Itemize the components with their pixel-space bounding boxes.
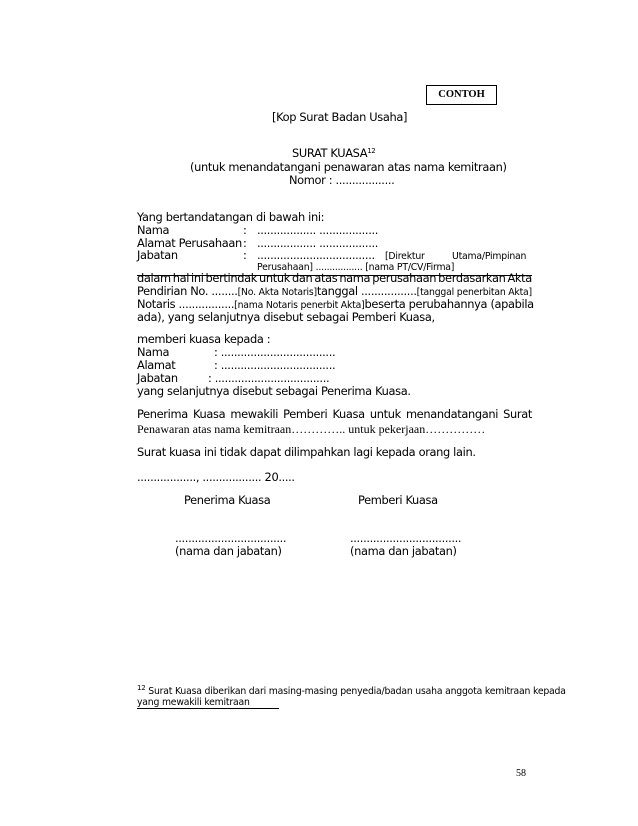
footnote-ref: 12: [367, 147, 376, 155]
word: Penerima: [137, 407, 188, 421]
deed-number-hint: [No. Akta Notaris]: [237, 287, 317, 298]
footnote-text: Surat Kuasa diberikan dari masing-masing penyedia/badan usaha anggota kemitraan kepada: [148, 686, 566, 697]
word: menandatangani: [405, 407, 499, 421]
footnote-marker: 12: [137, 684, 146, 692]
grantee-position-label: Jabatan: [137, 371, 178, 385]
example-badge: CONTOH: [426, 85, 497, 105]
word: perusahaan: [372, 271, 437, 285]
word: bertindak: [205, 271, 257, 285]
document-subtitle: (untuk menandatangani penawaran atas nama kemitraan): [190, 160, 507, 174]
word: Pemberi: [283, 407, 328, 421]
amendments-text: beserta perubahannya (apabila: [364, 297, 534, 311]
grantor-position-colon: :: [243, 248, 247, 262]
signature-line-right: ..................................: [350, 531, 462, 545]
deed-number: Pendirian No. ........: [137, 284, 238, 298]
deed-date-hint: [tanggal penerbitan Akta]: [416, 287, 532, 298]
para1-line4: ada), yang selanjutnya disebut sebagai Pemberi Kuasa,: [137, 310, 435, 324]
word: Kuasa: [332, 407, 365, 421]
grantor-position-hint-2: Utama/Pimpinan: [452, 251, 527, 262]
footnote-rule: [137, 708, 279, 709]
grantor-address-colon: :: [243, 236, 247, 250]
grantee-address-label: Alamat: [137, 358, 176, 372]
word: atas: [314, 271, 338, 285]
grantee-name-label: Nama: [137, 345, 170, 359]
grantor-name-colon: :: [243, 223, 247, 237]
para3: Surat kuasa ini tidak dapat dilimpahkan lagi kepada orang lain.: [137, 445, 476, 459]
grantor-name-label: Nama: [137, 223, 170, 237]
signer-right-name: (nama dan jabatan): [350, 544, 457, 558]
grantor-name-value: .................. ..................: [257, 223, 379, 237]
grantor-position-hint-1: [Direktur: [385, 251, 425, 262]
word: Kuasa: [192, 407, 226, 421]
grantee-intro: memberi kuasa kepada :: [137, 332, 271, 346]
word: dan: [291, 271, 313, 285]
footnote-line1: [137, 686, 566, 697]
grantee-address-value: : ...................................: [214, 358, 336, 372]
word: hal: [172, 271, 190, 285]
grantor-address-label: Alamat Perusahaan: [137, 236, 242, 250]
word: Akta: [507, 271, 532, 285]
word: mewakili: [230, 407, 279, 421]
word: untuk: [369, 407, 401, 421]
grantee-outro: yang selanjutnya disebut sebagai Penerima Kuasa.: [137, 384, 411, 398]
para2-line2: Penawaran atas nama kemitraan………….. untuk pekerjaan……………: [137, 422, 486, 436]
grantor-address-value: .................. ..................: [257, 236, 379, 250]
signer-left-title: Penerima Kuasa: [184, 493, 271, 507]
para2-line1: [137, 408, 532, 421]
place-date: .................., .................. 20.....: [137, 470, 295, 484]
page-number: 58: [516, 768, 526, 779]
notary-hint: [nama Notaris penerbit Akta]: [234, 300, 365, 311]
grantee-position-value: : ...................................: [208, 371, 330, 385]
word: ini: [191, 271, 204, 285]
footnote-line2: yang mewakili kemitraan: [137, 697, 250, 708]
word: dalam: [137, 271, 171, 285]
document-title-text: SURAT KUASA: [292, 146, 368, 160]
word: Surat: [503, 407, 532, 421]
grantor-position-value: ....................................: [257, 248, 375, 262]
intro-text: Yang bertandatangan di bawah ini:: [137, 210, 325, 224]
signer-left-name: (nama dan jabatan): [175, 544, 282, 558]
word: berdasarkan: [438, 271, 506, 285]
signer-right-title: Pemberi Kuasa: [358, 493, 438, 507]
grantor-position-hint-cont: Perusahaan] ................. [nama PT/CV/Firma]: [257, 262, 455, 273]
document-title: [292, 147, 375, 160]
word: untuk: [258, 271, 290, 285]
word: nama: [339, 271, 371, 285]
grantee-name-value: : ...................................: [214, 345, 336, 359]
document-number: Nomor : ..................: [289, 173, 395, 187]
letterhead-placeholder: [Kop Surat Badan Usaha]: [272, 110, 408, 124]
notary: Notaris .................: [137, 297, 235, 311]
signature-line-left: ..................................: [175, 531, 287, 545]
deed-date: tanggal .................: [316, 284, 417, 298]
grantor-position-label: Jabatan: [137, 248, 178, 262]
